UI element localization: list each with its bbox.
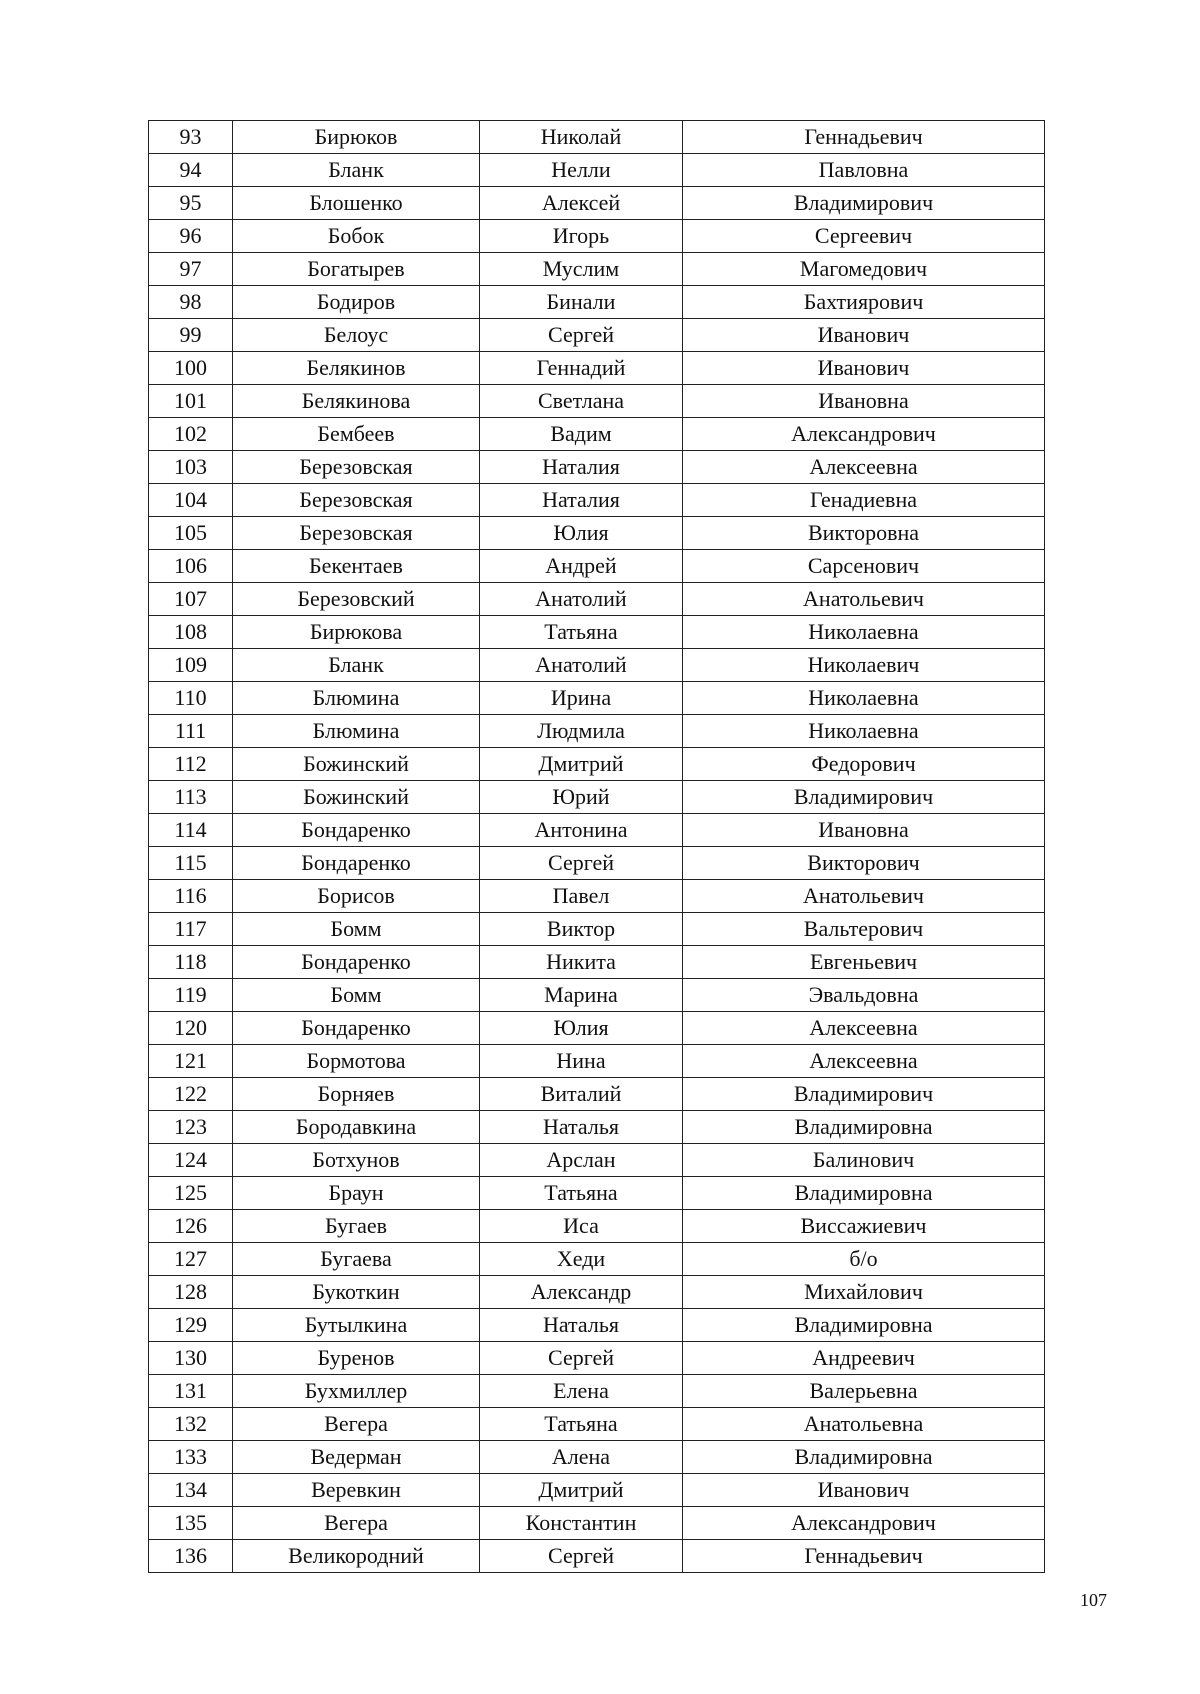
patronymic-cell: Николаевич [683, 649, 1045, 682]
surname-cell: Богатырев [233, 253, 480, 286]
row-number-cell: 94 [149, 154, 233, 187]
row-number-cell: 130 [149, 1342, 233, 1375]
row-number-cell: 98 [149, 286, 233, 319]
table-row [149, 682, 1045, 715]
patronymic-cell: б/о [683, 1243, 1045, 1276]
table-row [149, 1111, 1045, 1144]
patronymic-cell: Анатольевич [683, 583, 1045, 616]
patronymic-cell: Владимировна [683, 1177, 1045, 1210]
patronymic-cell: Иванович [683, 1474, 1045, 1507]
first-name-cell: Геннадий [480, 352, 683, 385]
table-row [149, 121, 1045, 154]
first-name-cell: Андрей [480, 550, 683, 583]
surname-cell: Бомм [233, 979, 480, 1012]
table-row [149, 1540, 1045, 1573]
patronymic-cell: Николаевна [683, 682, 1045, 715]
table-row [149, 1177, 1045, 1210]
table-row [149, 220, 1045, 253]
surname-cell: Бондаренко [233, 814, 480, 847]
row-number-cell: 132 [149, 1408, 233, 1441]
first-name-cell: Виталий [480, 1078, 683, 1111]
table-row [149, 946, 1045, 979]
first-name-cell: Татьяна [480, 1408, 683, 1441]
first-name-cell: Игорь [480, 220, 683, 253]
first-name-cell: Никита [480, 946, 683, 979]
surname-cell: Бирюкова [233, 616, 480, 649]
surname-cell: Белякинов [233, 352, 480, 385]
first-name-cell: Александр [480, 1276, 683, 1309]
patronymic-cell: Геннадьевич [683, 121, 1045, 154]
table-row [149, 814, 1045, 847]
first-name-cell: Ирина [480, 682, 683, 715]
patronymic-cell: Ивановна [683, 385, 1045, 418]
table-row [149, 418, 1045, 451]
table-row [149, 253, 1045, 286]
table-row [149, 649, 1045, 682]
surname-cell: Бутылкина [233, 1309, 480, 1342]
first-name-cell: Сергей [480, 1540, 683, 1573]
patronymic-cell: Викторовна [683, 517, 1045, 550]
table-row [149, 913, 1045, 946]
first-name-cell: Антонина [480, 814, 683, 847]
surname-cell: Блюмина [233, 715, 480, 748]
row-number-cell: 128 [149, 1276, 233, 1309]
row-number-cell: 111 [149, 715, 233, 748]
surname-cell: Бланк [233, 154, 480, 187]
first-name-cell: Дмитрий [480, 748, 683, 781]
first-name-cell: Юрий [480, 781, 683, 814]
table-row [149, 451, 1045, 484]
names-table-body [149, 121, 1045, 1573]
surname-cell: Бондаренко [233, 847, 480, 880]
table-row [149, 517, 1045, 550]
surname-cell: Блошенко [233, 187, 480, 220]
table-row [149, 880, 1045, 913]
surname-cell: Бомм [233, 913, 480, 946]
surname-cell: Великородний [233, 1540, 480, 1573]
patronymic-cell: Владимирович [683, 187, 1045, 220]
patronymic-cell: Алексеевна [683, 451, 1045, 484]
row-number-cell: 135 [149, 1507, 233, 1540]
row-number-cell: 106 [149, 550, 233, 583]
patronymic-cell: Викторович [683, 847, 1045, 880]
table-row [149, 1408, 1045, 1441]
surname-cell: Березовская [233, 484, 480, 517]
patronymic-cell: Иванович [683, 352, 1045, 385]
row-number-cell: 123 [149, 1111, 233, 1144]
first-name-cell: Сергей [480, 1342, 683, 1375]
first-name-cell: Наталия [480, 484, 683, 517]
surname-cell: Браун [233, 1177, 480, 1210]
surname-cell: Бобок [233, 220, 480, 253]
surname-cell: Березовская [233, 451, 480, 484]
table-row [149, 1045, 1045, 1078]
table-row [149, 748, 1045, 781]
first-name-cell: Сергей [480, 847, 683, 880]
surname-cell: Бембеев [233, 418, 480, 451]
first-name-cell: Юлия [480, 1012, 683, 1045]
surname-cell: Ботхунов [233, 1144, 480, 1177]
first-name-cell: Алексей [480, 187, 683, 220]
row-number-cell: 127 [149, 1243, 233, 1276]
patronymic-cell: Эвальдовна [683, 979, 1045, 1012]
table-row [149, 616, 1045, 649]
patronymic-cell: Андреевич [683, 1342, 1045, 1375]
table-row [149, 715, 1045, 748]
first-name-cell: Наталья [480, 1111, 683, 1144]
surname-cell: Божинский [233, 748, 480, 781]
row-number-cell: 101 [149, 385, 233, 418]
table-row [149, 286, 1045, 319]
row-number-cell: 118 [149, 946, 233, 979]
patronymic-cell: Михайлович [683, 1276, 1045, 1309]
patronymic-cell: Ивановна [683, 814, 1045, 847]
patronymic-cell: Геннадьевич [683, 1540, 1045, 1573]
first-name-cell: Алена [480, 1441, 683, 1474]
patronymic-cell: Магомедович [683, 253, 1045, 286]
row-number-cell: 93 [149, 121, 233, 154]
patronymic-cell: Анатольевна [683, 1408, 1045, 1441]
first-name-cell: Вадим [480, 418, 683, 451]
surname-cell: Вегера [233, 1507, 480, 1540]
row-number-cell: 117 [149, 913, 233, 946]
row-number-cell: 125 [149, 1177, 233, 1210]
row-number-cell: 108 [149, 616, 233, 649]
surname-cell: Бугаев [233, 1210, 480, 1243]
surname-cell: Бирюков [233, 121, 480, 154]
surname-cell: Березовская [233, 517, 480, 550]
table-row [149, 154, 1045, 187]
table-row [149, 1144, 1045, 1177]
first-name-cell: Анатолий [480, 583, 683, 616]
table-row [149, 1276, 1045, 1309]
surname-cell: Букоткин [233, 1276, 480, 1309]
names-table [148, 120, 1045, 1573]
table-row [149, 1210, 1045, 1243]
table-row [149, 1507, 1045, 1540]
surname-cell: Бондаренко [233, 946, 480, 979]
row-number-cell: 133 [149, 1441, 233, 1474]
surname-cell: Белякинова [233, 385, 480, 418]
row-number-cell: 109 [149, 649, 233, 682]
patronymic-cell: Сарсенович [683, 550, 1045, 583]
patronymic-cell: Анатольевич [683, 880, 1045, 913]
surname-cell: Ведерман [233, 1441, 480, 1474]
patronymic-cell: Николаевна [683, 616, 1045, 649]
table-row [149, 781, 1045, 814]
row-number-cell: 100 [149, 352, 233, 385]
table-row [149, 484, 1045, 517]
surname-cell: Бородавкина [233, 1111, 480, 1144]
first-name-cell: Николай [480, 121, 683, 154]
first-name-cell: Анатолий [480, 649, 683, 682]
first-name-cell: Светлана [480, 385, 683, 418]
table-row [149, 1474, 1045, 1507]
table-row [149, 583, 1045, 616]
surname-cell: Бланк [233, 649, 480, 682]
surname-cell: Борняев [233, 1078, 480, 1111]
table-row [149, 1012, 1045, 1045]
row-number-cell: 104 [149, 484, 233, 517]
first-name-cell: Елена [480, 1375, 683, 1408]
patronymic-cell: Сергеевич [683, 220, 1045, 253]
first-name-cell: Татьяна [480, 616, 683, 649]
patronymic-cell: Бахтиярович [683, 286, 1045, 319]
first-name-cell: Арслан [480, 1144, 683, 1177]
first-name-cell: Юлия [480, 517, 683, 550]
first-name-cell: Дмитрий [480, 1474, 683, 1507]
patronymic-cell: Генадиевна [683, 484, 1045, 517]
patronymic-cell: Иванович [683, 319, 1045, 352]
patronymic-cell: Евгеньевич [683, 946, 1045, 979]
patronymic-cell: Валерьевна [683, 1375, 1045, 1408]
table-row [149, 319, 1045, 352]
surname-cell: Бугаева [233, 1243, 480, 1276]
table-row [149, 385, 1045, 418]
row-number-cell: 97 [149, 253, 233, 286]
patronymic-cell: Владимирович [683, 781, 1045, 814]
row-number-cell: 113 [149, 781, 233, 814]
row-number-cell: 124 [149, 1144, 233, 1177]
surname-cell: Березовский [233, 583, 480, 616]
row-number-cell: 102 [149, 418, 233, 451]
table-row [149, 1078, 1045, 1111]
table-row [149, 1342, 1045, 1375]
patronymic-cell: Виссажиевич [683, 1210, 1045, 1243]
surname-cell: Веревкин [233, 1474, 480, 1507]
table-row [149, 187, 1045, 220]
row-number-cell: 122 [149, 1078, 233, 1111]
row-number-cell: 99 [149, 319, 233, 352]
row-number-cell: 105 [149, 517, 233, 550]
row-number-cell: 112 [149, 748, 233, 781]
first-name-cell: Хеди [480, 1243, 683, 1276]
patronymic-cell: Алексеевна [683, 1045, 1045, 1078]
row-number-cell: 134 [149, 1474, 233, 1507]
table-row [149, 847, 1045, 880]
patronymic-cell: Владимировна [683, 1111, 1045, 1144]
table-row [149, 1309, 1045, 1342]
patronymic-cell: Владимирович [683, 1078, 1045, 1111]
first-name-cell: Константин [480, 1507, 683, 1540]
first-name-cell: Павел [480, 880, 683, 913]
table-row [149, 1243, 1045, 1276]
patronymic-cell: Владимировна [683, 1309, 1045, 1342]
row-number-cell: 116 [149, 880, 233, 913]
table-row [149, 979, 1045, 1012]
surname-cell: Борисов [233, 880, 480, 913]
patronymic-cell: Николаевна [683, 715, 1045, 748]
table-row [149, 352, 1045, 385]
surname-cell: Бухмиллер [233, 1375, 480, 1408]
table-row [149, 1441, 1045, 1474]
patronymic-cell: Александрович [683, 418, 1045, 451]
row-number-cell: 107 [149, 583, 233, 616]
first-name-cell: Наталия [480, 451, 683, 484]
surname-cell: Вегера [233, 1408, 480, 1441]
first-name-cell: Татьяна [480, 1177, 683, 1210]
first-name-cell: Сергей [480, 319, 683, 352]
first-name-cell: Нина [480, 1045, 683, 1078]
patronymic-cell: Александрович [683, 1507, 1045, 1540]
first-name-cell: Виктор [480, 913, 683, 946]
row-number-cell: 114 [149, 814, 233, 847]
surname-cell: Бондаренко [233, 1012, 480, 1045]
first-name-cell: Людмила [480, 715, 683, 748]
first-name-cell: Бинали [480, 286, 683, 319]
patronymic-cell: Владимировна [683, 1441, 1045, 1474]
row-number-cell: 131 [149, 1375, 233, 1408]
first-name-cell: Наталья [480, 1309, 683, 1342]
patronymic-cell: Федорович [683, 748, 1045, 781]
row-number-cell: 110 [149, 682, 233, 715]
row-number-cell: 115 [149, 847, 233, 880]
row-number-cell: 136 [149, 1540, 233, 1573]
row-number-cell: 126 [149, 1210, 233, 1243]
first-name-cell: Иса [480, 1210, 683, 1243]
surname-cell: Бекентаев [233, 550, 480, 583]
surname-cell: Белоус [233, 319, 480, 352]
row-number-cell: 121 [149, 1045, 233, 1078]
first-name-cell: Нелли [480, 154, 683, 187]
patronymic-cell: Алексеевна [683, 1012, 1045, 1045]
surname-cell: Буренов [233, 1342, 480, 1375]
row-number-cell: 96 [149, 220, 233, 253]
table-row [149, 1375, 1045, 1408]
row-number-cell: 103 [149, 451, 233, 484]
row-number-cell: 119 [149, 979, 233, 1012]
patronymic-cell: Вальтерович [683, 913, 1045, 946]
surname-cell: Бодиров [233, 286, 480, 319]
patronymic-cell: Балинович [683, 1144, 1045, 1177]
table-row [149, 550, 1045, 583]
first-name-cell: Марина [480, 979, 683, 1012]
patronymic-cell: Павловна [683, 154, 1045, 187]
row-number-cell: 95 [149, 187, 233, 220]
surname-cell: Бормотова [233, 1045, 480, 1078]
page-number: 107 [1080, 1590, 1107, 1610]
row-number-cell: 129 [149, 1309, 233, 1342]
surname-cell: Божинский [233, 781, 480, 814]
first-name-cell: Муслим [480, 253, 683, 286]
row-number-cell: 120 [149, 1012, 233, 1045]
surname-cell: Блюмина [233, 682, 480, 715]
